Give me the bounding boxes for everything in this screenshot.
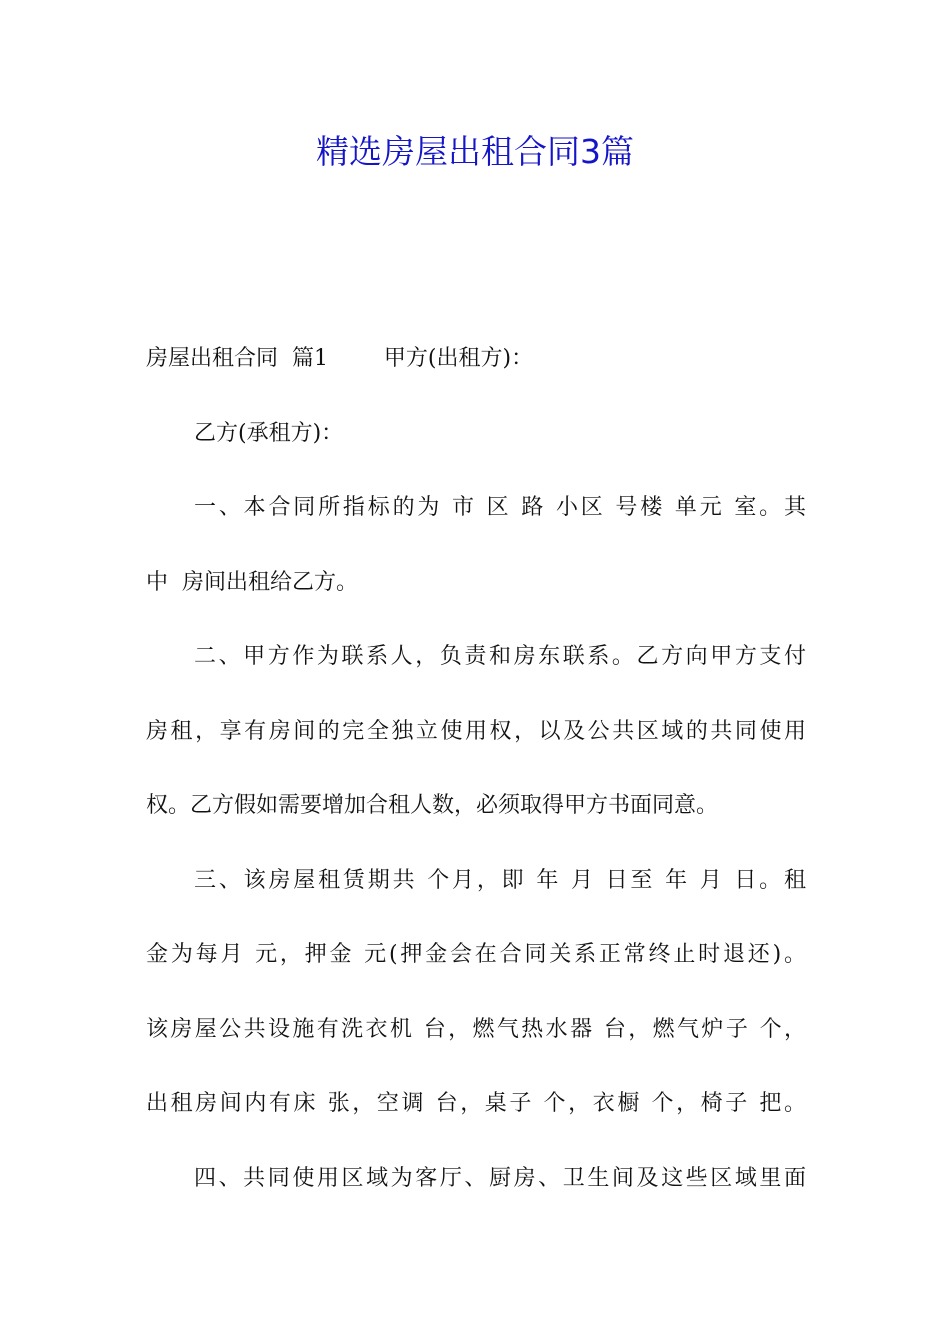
- text-line-1: 房屋出租合同 篇1 甲方(出租方)：: [146, 346, 534, 371]
- text-line-5: 二、甲方作为联系人，负责和房东联系。乙方向甲方支付: [194, 644, 806, 669]
- contract-body: [146, 336, 806, 1230]
- text-line-11: 出租房间内有床 张，空调 台，桌子 个，衣橱 个，椅子 把。: [146, 1091, 806, 1116]
- text-line-4: 中 房间出租给乙方。: [146, 569, 358, 595]
- document-title: 精选房屋出租合同3篇: [316, 132, 634, 171]
- text-line-8: 三、该房屋租赁期共 个月，即 年 月 日至 年 月 日。租: [194, 867, 806, 893]
- text-line-9: 金为每月 元，押金 元(押金会在合同关系正常终止时退还)。: [146, 942, 806, 967]
- text-line-2: 乙方(承租方)：: [194, 420, 344, 446]
- text-line-10: 该房屋公共设施有洗衣机 台，燃气热水器 台，燃气炉子 个，: [146, 1016, 806, 1042]
- text-line-3: 一、本合同所指标的为 市 区 路 小区 号楼 单元 室。其: [194, 495, 806, 520]
- text-line-12: 四、共同使用区域为客厅、厨房、卫生间及这些区域里面: [194, 1165, 806, 1191]
- text-line-7: 权。乙方假如需要增加合租人数，必须取得甲方书面同意。: [146, 793, 719, 818]
- text-line-6: 房租，享有房间的完全独立使用权，以及公共区域的共同使用: [146, 718, 806, 744]
